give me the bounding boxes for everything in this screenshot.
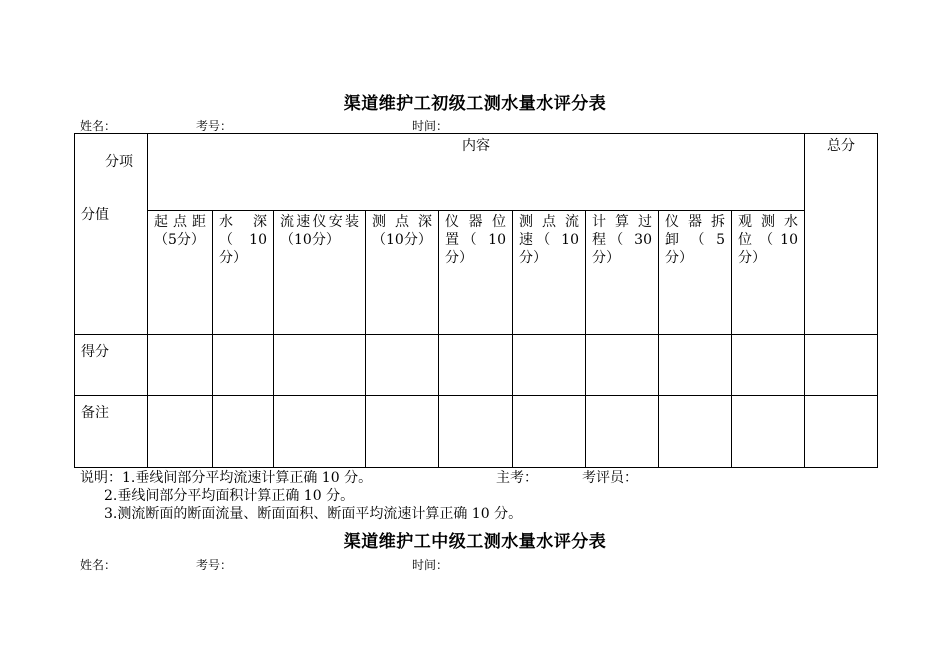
item-point-velocity: 测 点 流 速（ 10分） (513, 211, 586, 335)
score-cell[interactable] (213, 335, 274, 396)
score-row (75, 335, 878, 396)
score-cell[interactable] (274, 335, 366, 396)
item-current-meter-install: 流速仪安装（10分） (274, 211, 366, 335)
total-score-cell[interactable] (805, 335, 878, 396)
time-label: 时间： (412, 558, 449, 572)
name-label: 姓名： (80, 119, 117, 133)
item-measure-point-depth: 测点深（10分） (366, 211, 439, 335)
remarks-row-label: 备注 (75, 396, 148, 468)
note-line-3: 3.测流断面的断面流量、断面面积、断面平均流速计算正确 10 分。 (104, 506, 523, 522)
remarks-cell[interactable] (513, 396, 586, 468)
score-cell[interactable] (659, 335, 732, 396)
score-cell[interactable] (439, 335, 513, 396)
remarks-cell[interactable] (213, 396, 274, 468)
item-water-depth: 水 深 （ 10分） (213, 211, 274, 335)
item-instrument-position: 仪 器 位 置（ 10分） (439, 211, 513, 335)
remarks-cell[interactable] (805, 396, 878, 468)
item-start-distance: 起点距（5分） (148, 211, 213, 335)
exam-id-label: 考号： (196, 558, 233, 572)
score-cell[interactable] (366, 335, 439, 396)
remarks-cell[interactable] (659, 396, 732, 468)
remarks-cell[interactable] (586, 396, 659, 468)
remarks-cell[interactable] (148, 396, 213, 468)
score-cell[interactable] (732, 335, 805, 396)
total-header: 总分 (805, 134, 878, 335)
score-row-label: 得分 (75, 335, 148, 396)
item-header: 分项 (105, 154, 133, 170)
score-cell[interactable] (513, 335, 586, 396)
remarks-cell[interactable] (439, 396, 513, 468)
remarks-cell[interactable] (274, 396, 366, 468)
note-line-2: 2.垂线间部分平均面积计算正确 10 分。 (104, 488, 355, 504)
sheet1-title: 渠道维护工初级工测水量水评分表 (343, 94, 607, 114)
remarks-row (75, 396, 878, 468)
item-water-level-observation: 观 测 水 位 （ 10分） (732, 211, 805, 335)
score-table (74, 133, 878, 468)
time-label: 时间： (412, 119, 449, 133)
exam-id-label: 考号： (196, 119, 233, 133)
name-label: 姓名： (80, 558, 117, 572)
score-cell[interactable] (586, 335, 659, 396)
score-cell[interactable] (148, 335, 213, 396)
note-line-1: 说明：1.垂线间部分平均流速计算正确 10 分。 (80, 470, 373, 486)
score-value-header: 分值 (81, 207, 109, 223)
grader-label: 考评员： (582, 470, 638, 486)
item-calculation-process: 计 算 过 程（ 30分） (586, 211, 659, 335)
sheet2-title: 渠道维护工中级工测水量水评分表 (343, 532, 607, 552)
item-instrument-removal: 仪 器 拆 卸 （ 5分） (659, 211, 732, 335)
item-score-header-cell (75, 134, 148, 335)
examiner-label: 主考： (496, 470, 538, 486)
remarks-cell[interactable] (366, 396, 439, 468)
content-header: 内容 (148, 134, 805, 211)
remarks-cell[interactable] (732, 396, 805, 468)
